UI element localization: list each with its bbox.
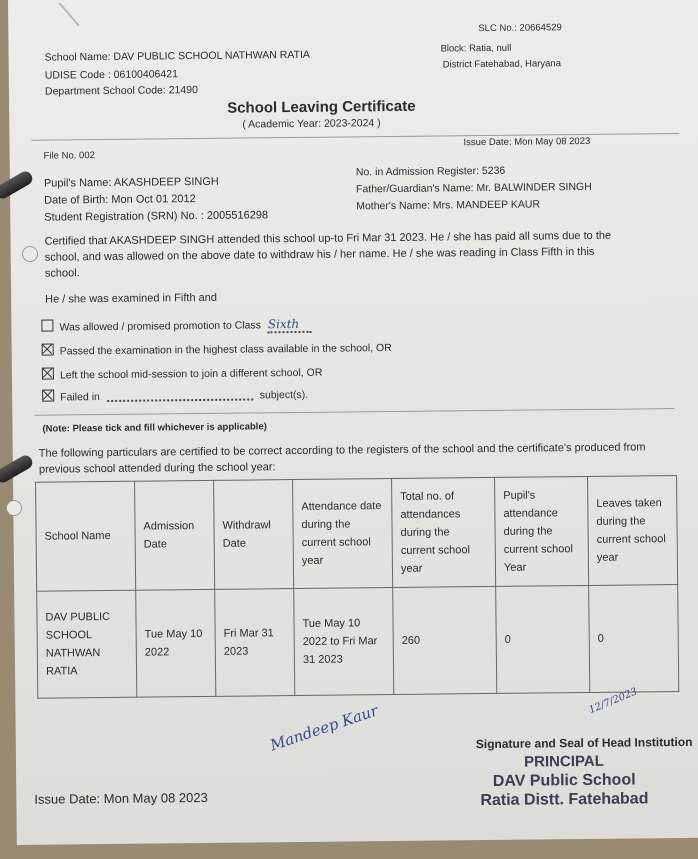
- header-school-name: School Name: [36, 481, 136, 591]
- checkbox-left: [42, 368, 54, 380]
- district: District Fatehabad, Haryana: [442, 58, 562, 71]
- paper-fold: [59, 2, 80, 26]
- header-admission-date: Admission Date: [135, 480, 215, 590]
- option-passed-label: Passed the examination in the highest class available in the school, OR: [59, 342, 392, 358]
- handwritten-class: Sixth: [268, 317, 312, 333]
- header-pupil-attendance: Pupil's attendance during the current school Year: [495, 476, 589, 586]
- checkbox-passed: [42, 344, 54, 356]
- option-promoted-label: Was allowed / promised promotion to Class: [59, 319, 262, 334]
- option-failed-label: Failed in: [60, 391, 100, 404]
- stamp-principal: PRINCIPAL: [524, 752, 604, 771]
- certified-paragraph: Certified that AKASHDEEP SINGH attended this school up-to Fri Mar 31 2023. He / she has paid all sums due to the school, and was allowed on the above date to withdraw his / her name. He / she was reading in Class Fifth in this school.: [44, 229, 612, 280]
- issue-date-bottom: Issue Date: Mon May 08 2023: [34, 789, 208, 807]
- header-attendance-date: Attendance date during the current school year: [293, 479, 393, 589]
- checkbox-promoted: [41, 320, 53, 332]
- option-promoted: [41, 317, 312, 336]
- option-passed: [42, 340, 392, 358]
- stamp-district: Ratia Distt. Fatehabad: [480, 790, 649, 810]
- cell-pupil-attendance: 0: [496, 585, 590, 693]
- principal-stamp: [474, 751, 655, 810]
- cell-withdrawl-date: Fri Mar 31 2023: [215, 589, 295, 697]
- pupil-name: Pupil's Name: AKASHDEEP SINGH: [43, 175, 219, 190]
- certificate-paper: [8, 0, 698, 845]
- cell-attendance-dates: Tue May 10 2022 to Fri Mar 31 2023: [294, 588, 394, 696]
- option-left-label: Left the school mid-session to join a different school, OR: [59, 366, 323, 382]
- file-number: File No. 002: [43, 150, 95, 162]
- admission-number: No. in Admission Register: 5236: [355, 164, 506, 179]
- mother-name: Mother's Name: Mrs. MANDEEP KAUR: [356, 198, 541, 213]
- header-withdrawl-date: Withdrawl Date: [214, 480, 294, 590]
- srn-number: Student Registration (SRN) No. : 2005516298: [44, 209, 269, 224]
- cell-admission-date: Tue May 10 2022: [136, 589, 216, 697]
- particulars-paragraph: The following particulars are certified to be correct according to the registers of the school and the certificate's produced from previous school attended during the school year:: [38, 441, 646, 476]
- punch-hole: [22, 246, 38, 262]
- punch-hole: [6, 500, 22, 516]
- cell-total-attendances: 260: [393, 586, 497, 694]
- handwritten-signature: Mandeep Kaur: [267, 701, 381, 755]
- cell-school-name: DAV PUBLIC SCHOOL NATHWAN RATIA: [37, 590, 137, 698]
- table-header-row: [36, 476, 678, 592]
- father-name: Father/Guardian's Name: Mr. BALWINDER SINGH: [355, 180, 592, 196]
- cell-leaves-taken: 0: [589, 585, 679, 693]
- table-row: [37, 585, 679, 699]
- block: Block: Ratia, null: [440, 42, 512, 55]
- examined-line: He / she was examined in Fifth and: [45, 291, 218, 306]
- date-of-birth: Date of Birth: Mon Oct 01 2012: [44, 193, 196, 207]
- certificate-title: School Leaving Certificate: [227, 97, 416, 117]
- header-total-attendances: Total no. of attendances during the current school year: [392, 477, 496, 587]
- note: (Note: Please tick and fill whichever is applicable): [42, 421, 267, 435]
- academic-year: ( Academic Year: 2023-2024 ): [242, 117, 381, 131]
- checkbox-failed: [42, 390, 54, 402]
- option-failed: [42, 387, 308, 404]
- option-left: [42, 365, 323, 382]
- slc-number: SLC No.: 20664529: [478, 22, 562, 35]
- option-failed-suffix: subject(s).: [259, 388, 309, 402]
- failed-subjects-blank: [107, 391, 253, 403]
- header-leaves-taken: Leaves taken during the current school year: [588, 476, 678, 586]
- handwritten-date: 12/7/2023: [587, 686, 639, 717]
- department-code: Department School Code: 21490: [44, 84, 198, 98]
- stamp-school: DAV Public School: [492, 771, 636, 790]
- udise-code: UDISE Code : 06100406421: [44, 68, 178, 82]
- issue-date-top: Issue Date: Mon May 08 2023: [463, 135, 591, 149]
- attendance-table: [35, 475, 679, 699]
- signature-label: Signature and Seal of Head Institution: [475, 734, 693, 752]
- divider: [34, 408, 674, 416]
- school-name: School Name: DAV PUBLIC SCHOOL NATHWAN RATIA: [44, 48, 310, 64]
